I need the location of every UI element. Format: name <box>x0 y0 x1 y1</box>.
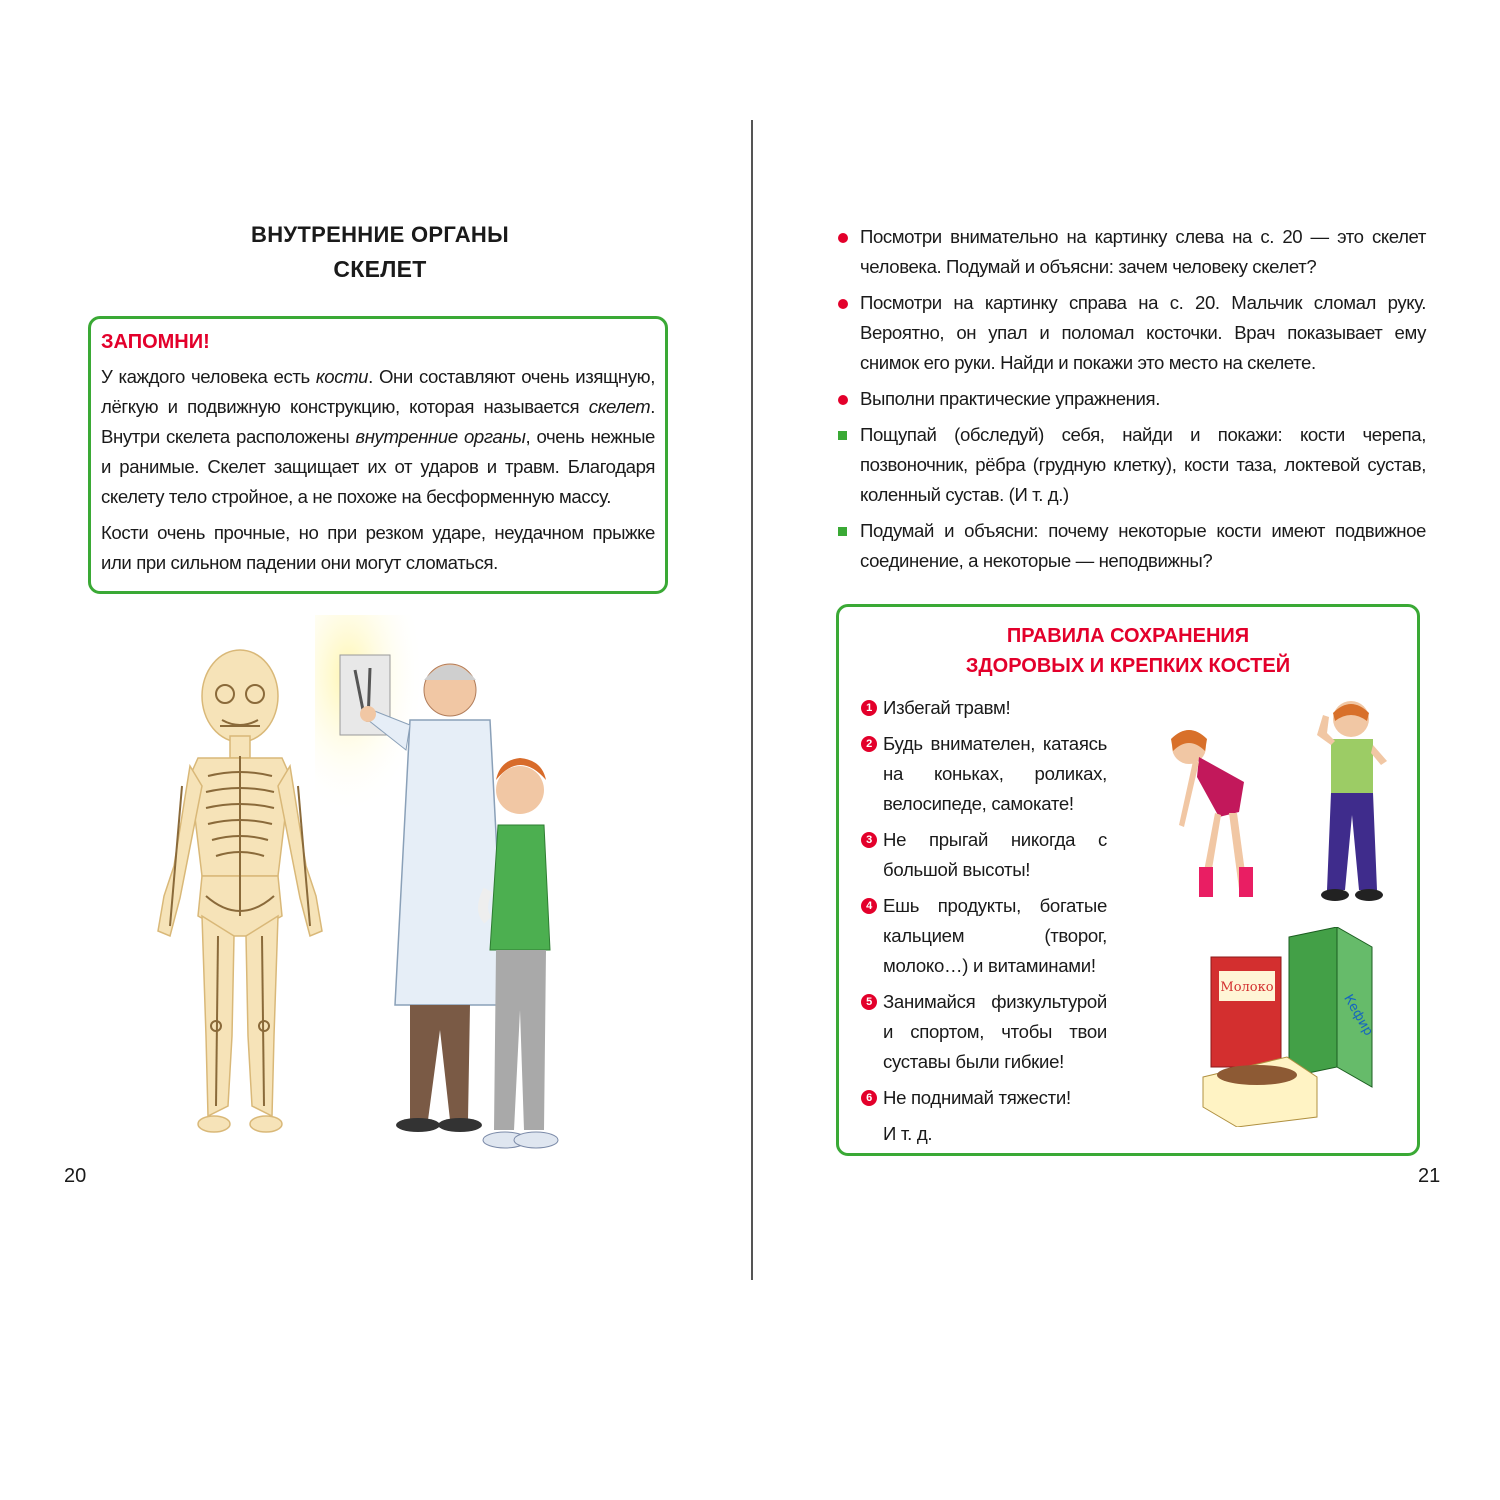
page-number-left: 20 <box>64 1165 87 1187</box>
section-heading: ВНУТРЕННИЕ ОРГАНЫ <box>251 222 509 247</box>
bullet-square-icon <box>838 527 847 536</box>
rule-item: 1 Избегай травм! <box>861 693 1107 723</box>
number-badge-icon: 4 <box>861 898 877 914</box>
rule-item: 6 Не поднимай тяжести! <box>861 1083 1107 1113</box>
number-badge-icon: 6 <box>861 1090 877 1106</box>
dairy-products-illustration <box>1197 927 1397 1127</box>
girl-exercising-illustration <box>1159 717 1269 917</box>
rules-box <box>836 604 1420 1156</box>
bullet-dot-icon <box>838 233 848 243</box>
remember-box <box>88 316 668 594</box>
doctor-xray-illustration <box>310 610 565 1165</box>
question-item: Подумай и объясни: почему некоторые кости имеют подвижное соединение, а некоторые — неподвижны? <box>836 516 1426 576</box>
question-item: Выполни практические упражнения. <box>836 384 1426 414</box>
question-item: Посмотри на картинку справа на с. 20. Мальчик сломал руку. Вероятно, он упал и поломал косточки. Врач показывает ему снимок его руки. Найди и покажи это место на скелете. <box>836 288 1426 378</box>
page-gutter <box>751 120 753 1280</box>
question-item: Пощупай (обследуй) себя, найди и покажи: кости черепа, позвоночник, рёбра (грудную клетку), кости таза, локтевой сустав, коленный сустав. (И т. д.) <box>836 420 1426 510</box>
number-badge-icon: 5 <box>861 994 877 1010</box>
questions-list <box>836 222 1426 582</box>
bullet-dot-icon <box>838 395 848 405</box>
question-item: Посмотри внимательно на картинку слева на с. 20 — это скелет человека. Подумай и объясни: зачем человеку скелет? <box>836 222 1426 282</box>
page-number-right: 21 <box>1418 1165 1441 1187</box>
remember-title: ЗАПОМНИ! <box>101 331 210 353</box>
rules-etc: И т. д. <box>883 1123 933 1144</box>
subsection-heading: СКЕЛЕТ <box>333 256 427 282</box>
rule-item: 5 Занимайся физкультурой и спортом, чтобы твои суставы были гибкие! <box>861 987 1107 1077</box>
skeleton-illustration <box>150 636 330 1156</box>
rule-item: 2 Будь внимателен, катаясь на коньках, роликах, велосипеде, самокате! <box>861 729 1107 819</box>
rule-item: 3 Не прыгай никогда с большой высоты! <box>861 825 1107 885</box>
number-badge-icon: 2 <box>861 736 877 752</box>
number-badge-icon: 3 <box>861 832 877 848</box>
rule-item: 4 Ешь продукты, богатые кальцием (творог, молоко…) и витаминами! <box>861 891 1107 981</box>
number-badge-icon: 1 <box>861 700 877 716</box>
boy-exercising-illustration <box>1301 695 1401 915</box>
milk-label: Молоко <box>1220 980 1274 995</box>
kefir-label: Кефир <box>1340 991 1376 1039</box>
remember-paragraph-2: Кости очень прочные, но при резком ударе, неудачном прыжке или при сильном падении они могут сломаться. <box>101 522 655 573</box>
remember-paragraph-1: У каждого человека есть кости. Они составляют очень изящную, лёгкую и подвижную конструкцию, которая называется скелет. Внутри скелета расположены внутренние органы, очень нежные и ранимые. Скелет защищает их от ударов и травм. Благодаря скелету тело стройное, а не похоже на бесформенную массу. <box>101 366 656 507</box>
rules-title: ПРАВИЛА СОХРАНЕНИЯ ЗДОРОВЫХ И КРЕПКИХ КОСТЕЙ <box>965 625 1291 677</box>
bullet-dot-icon <box>838 299 848 309</box>
bullet-square-icon <box>838 431 847 440</box>
rules-list <box>861 693 1107 1155</box>
